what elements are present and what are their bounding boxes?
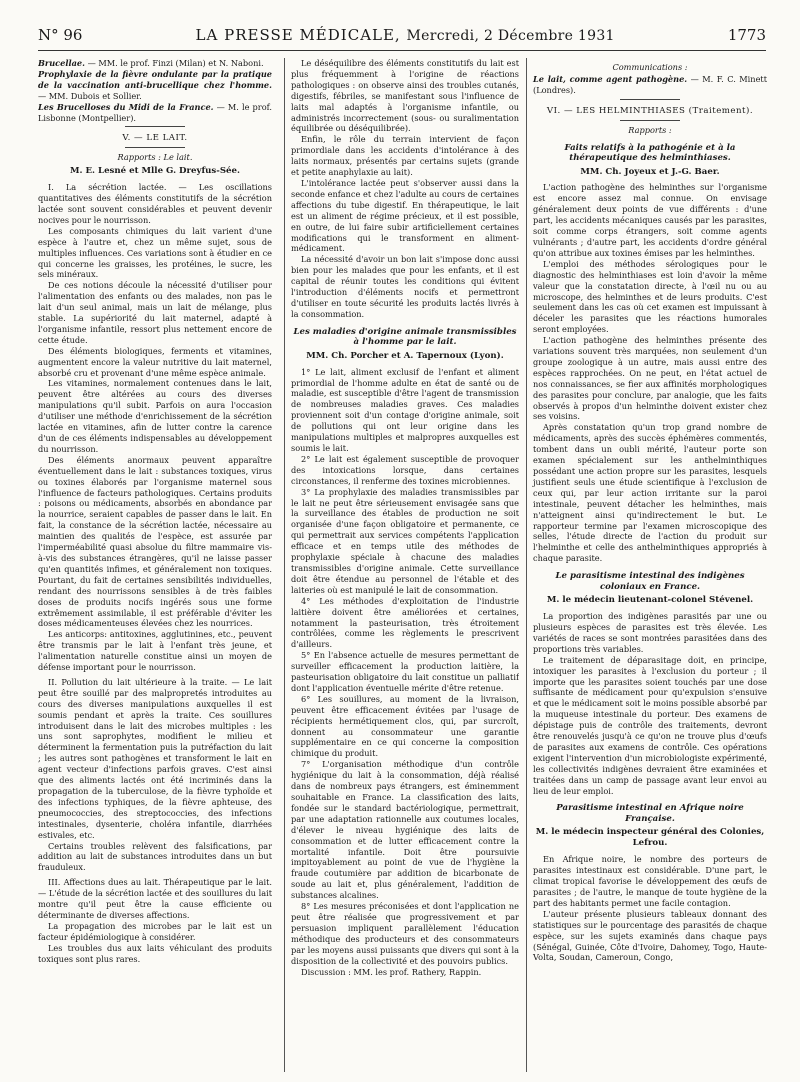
entry-title: Brucellae.: [38, 58, 85, 68]
paragraph: La proportion des indigènes parasités par une ou plusieurs espèces de parasites est très élevée. Les variétés de races se sont montrées parasitées dans des proportions très variables.: [533, 611, 767, 654]
paragraph: La nécessité d'avoir un bon lait s'impose donc aussi bien pour les malades que pour les enfants, et il est capital de réunir toutes les conditions qui évitent l'introduction d'éléments nocifs et permettront d'utiliser en toute sécurité les produits lactés livrés à la consommation.: [291, 254, 519, 319]
rapports-heading: Rapports : Le lait.: [117, 152, 193, 163]
section-title: Le parasitisme intestinal des indigènes coloniaux en France.: [555, 571, 745, 592]
column-1: [38, 58, 272, 1072]
section-heading: V. — LE LAIT.: [122, 133, 188, 144]
section-title: Faits relatifs à la pathogénie et à la thérapeutique des helminthiases.: [564, 142, 736, 164]
section-title: Les maladies d'origine animale transmissibles à l'homme par le lait.: [293, 326, 517, 348]
paragraph: I. La sécrétion lactée. — Les oscillations quantitatives des éléments constitutifs de la sécrétion lactée sont souvent considérables et peuvent devenir nocives pour le nourrisson.: [38, 182, 272, 225]
divider: [620, 99, 680, 100]
entry-brucelloses-midi: [38, 102, 272, 124]
divider: [125, 126, 185, 127]
paragraph: 3° La prophylaxie des maladies transmissibles par le lait ne peut être sérieusement envisagée sans que la surveillance des étables de production ne soit organisée d'une façon obligatoire et permanente, ce qui permettrait aux services compétents l'application efficace et en temps utile des méthodes de prophylaxie spéciale à chacune des maladies transmissibles d'origine animale. Cette surveillance doit être étendue au personnel de l'étable et des laiteries où est manipulé le lait de consommation.: [291, 486, 519, 595]
paragraph: 5° En l'absence actuelle de mesures permettant de surveiller efficacement la production laitière, la pasteurisation obligatoire du lait constitue un palliatif dont l'application éventuelle mérite d'être retenue.: [291, 650, 519, 693]
paragraph: III. Affections dues au lait. Thérapeutique par le lait. — L'étude de la sécrétion lactée et des souillures du lait montre qu'il peut être la cause efficiente ou déterminante de diverses affections.: [38, 877, 272, 920]
journal-title: [196, 26, 615, 44]
paragraph: Des éléments anormaux peuvent apparaître éventuellement dans le lait : substances toxiques, virus ou toxines élaborés par l'organisme maternel sous l'influence de facteurs pathologiques. Certains produits : poisons ou médicaments, absorbés en abondance par la nourrice, seraient capables de passer dans le lait. En fait, la constance de la sécrétion lactée, nécessaire au maintien des qualités de l'espèce, est assurée par l'imperméabilité quasi absolue du filtre mammaire vis-à-vis des substances étrangères, qu'il ne laisse passer qu'en quantités infimes, et généralement non toxiques. Pourtant, du fait de certaines sensibilités individuelles, rendant des nourrissons sensibles à de très faibles doses de produits nocifs ingérés sous une forme extrêmement assimilable, il est préférable d'éviter les doses médicamenteuses élevées chez les nourrices.: [38, 454, 272, 629]
authors-line: [38, 166, 272, 177]
paragraph: De ces notions découle la nécessité d'utiliser pour l'alimentation des enfants ou des malades, non pas le lait d'un seul animal, mais un lait de mélange, plus stable. La supériorité du lait maternel, adapté à l'organisme infantile, ressort plus nettement encore de cette étude.: [38, 280, 272, 345]
paragraph: II. Pollution du lait ultérieure à la traite. — Le lait peut être souillé par des malpropretés introduites au cours des diverses manipulations auxquelles il est soumis pendant et après la traite. Ces souillures introduisent dans le lait des microbes multiples : les uns sont saprophytes, modifient le milieu et déterminent la fermentation puis la putréfaction du lait ; les autres sont pathogènes et transforment le lait en agent vecteur d'infections parfois graves. C'est ainsi que des aliments lactés ont été incriminés dans la propagation de la tuberculose, de la fièvre typhoïde et des infections typhiques, de la fièvre aphteuse, des pneumococcies, des streptococcies, des infections intestinales, dysenterie, choléra infantile, diarrhées estivales, etc.: [38, 676, 272, 840]
entry-brucellae: [38, 58, 272, 69]
paragraph: L'auteur présente plusieurs tableaux donnant des statistiques sur le pourcentage des parasités de chaque espèce, sur les sujets examinés dans chaque pays (Sénégal, Guinée, Côte d'Ivoire, Dahomey, Togo, Haute-Volta, Soudan, Cameroun, Congo,: [533, 908, 767, 963]
rapports-heading: Rapports :: [628, 124, 672, 135]
paragraph: Les vitamines, normalement contenues dans le lait, peuvent être altérées au cours des diverses manipulations qu'il subit. Parfois on aura l'occasion d'utiliser une méthode d'enrichissement de la sécrétion lactée en vitamines, afin de lutter contre la carence d'un de ces éléments indispensables au développement du nourrisson.: [38, 378, 272, 454]
paragraph: L'action pathogène des helminthes sur l'organisme est encore assez mal connue. On envisage généralement deux points de vue différents : d'une part, les accidents mécaniques causés par les parasites, soit comme corps étrangers, soit comme agents vulnérants ; d'autre part, les accidents d'ordre général qu'on attribue aux toxines émises par les helminthes.: [533, 182, 767, 258]
authors-line: [533, 595, 767, 606]
authors-names: M. le médecin inspecteur général des Colonies, Lefrou.: [535, 827, 765, 849]
paragraph: 1° Le lait, aliment exclusif de l'enfant et aliment primordial de l'homme adulte en état de santé ou de maladie, est susceptible d'être l'agent de transmission de nombreuses maladies graves. Ces maladies proviennent soit d'un contage d'origine animale, soit de pollutions qui ont leur origine dans les manipulations multiples et malpropres auxquelles est soumis le lait.: [291, 366, 519, 453]
paragraph: Enfin, le rôle du terrain intervient de façon primordiale dans les accidents d'intolérance à des laits normaux, présentés par certains sujets (grande et petite anaphylaxie au lait).: [291, 134, 519, 178]
entry-title: Prophylaxie de la fièvre ondulante par la pratique de la vaccination anti-brucellique chez l'homme.: [38, 68, 272, 90]
page-header: [38, 26, 766, 51]
paragraph: Les composants chimiques du lait varient d'une espèce à l'autre et, chez un même sujet, sous de multiples influences. Ces variations sont à étudier en ce qui concerne les graisses, les protéines, le sucre, les sels minéraux.: [38, 225, 272, 280]
authors-names: MM. Ch. Joyeux et J.-G. Baer.: [580, 166, 720, 177]
issue-number: N° 96: [38, 26, 83, 44]
paragraph: La propagation des microbes par le lait est un facteur épidémiologique à considérer.: [38, 920, 272, 942]
paragraph: 8° Les mesures préconisées et dont l'application ne peut être réalisée que progressivement et par persuasion impliquent parallèlement l'éducation méthodique des producteurs et des consommateurs par les moyens aussi puissants que divers qui sont à la disposition de la collectivité et des pouvoirs publics.: [291, 901, 519, 966]
divider: [125, 147, 185, 148]
communications-heading: Communications :: [612, 62, 688, 72]
paragraph: Le traitement de déparasitage doit, en principe, intoxiquer les parasites à l'exclusion du porteur ; il importe que les parasites soient touchés par une dose suffisante de médicament pour qu'expulsion s'ensuive et que le médicament soit le moins possible absorbé par la muqueuse intestinale du porteur. Des examens de dépistage puis de contrôle des traitements, devront être renouvelés jusqu'à ce qu'on ne trouve plus d'œufs de parasites aux examens de contrôle. Ces opérations exigent l'intervention d'un microbiologiste expérimenté, les collectivités indigènes devraient être examinées et traitées dans un camp de passage avant leur envoi au lieu de leur emploi.: [533, 654, 767, 796]
paragraph: En Afrique noire, le nombre des porteurs de parasites intestinaux est considérable. D'une part, le climat tropical favorise le développement des œufs de parasites ; de l'autre, le manque de toute hygiène de la part des habitants permet une facile contagion.: [533, 854, 767, 908]
discussion: Discussion : MM. les prof. Rathery, Rappin.: [301, 966, 482, 977]
paragraph: Les anticorps: antitoxines, agglutinines, etc., peuvent être transmis par le lait à l'enfant très jeune, et l'alimentation naturelle constitue ainsi un moyen de défense important pour le nourrisson.: [38, 629, 272, 673]
paragraph: Après constatation qu'un trop grand nombre de médicaments, après des succès éphémères commentés, tombent dans un oubli mérité, l'auteur porte son examen spécialement sur les anthelminthiques possédant une action propre sur les parasites, lesquels justifient seuls une étude scientifique à l'exclusion de ceux qui, par leur action irritante sur la paroi intestinale, peuvent détacher les helminthes, mais n'atteignent ainsi qu'indirectement le but. Le rapporteur termine par l'examen microscopique des selles, l'étude directe de l'action du produit sur l'helminthe et celle des anthelminthiques appropriés à chaque parasite.: [533, 422, 767, 564]
entry-title: Les Brucelloses du Midi de la France.: [38, 101, 214, 112]
page-number: 1773: [727, 26, 766, 44]
entry-title: Le lait, comme agent pathogène.: [533, 73, 688, 84]
entry-authors: — M. le prof. Lisbonne (Montpellier).: [38, 101, 272, 123]
paragraph: Le déséquilibre des éléments constitutifs du lait est plus fréquemment à l'origine de réactions pathologiques : on observe ainsi des troubles cutanés, digestifs, fébriles, se manifestant sous l'influence de laits mal adaptés à l'organisme infantile, ou administrés incorrectement (sous- ou suralimentation équilibrée ou déséquilibrée).: [291, 58, 519, 134]
column-2: [284, 58, 519, 1072]
entry-authors: — M. F. C. Minett (Londres).: [533, 73, 767, 95]
authors-line: [533, 167, 767, 178]
paragraph: Certains troubles relèvent des falsifications, par addition au lait de substances introduites dans un but frauduleux.: [38, 840, 272, 873]
authors-names: M. le médecin lieutenant-colonel Stévenel.: [546, 595, 754, 606]
authors-line: [291, 351, 519, 362]
column-3: [526, 58, 767, 1072]
entry-authors: — MM. Dubois et Sollier.: [38, 90, 142, 101]
paragraph: 7° L'organisation méthodique d'un contrôle hygiénique du lait à la consommation, déjà réalisé dans de nombreux pays étrangers, est éminemment souhaitable en France. La classification des laits, fondée sur le standard bactériologique, permettrait, par une adaptation rationnelle aux coutumes locales, d'élever le niveau hygiénique des laits de consommation et de lutter efficacement contre la mortalité infantile. Doit être poursuivie impitoyablement au point de vue de l'hygiène la fraude coutumière par addition de bicarbonate de soude au lait et, plus généralement, l'addition de substances alcalines.: [291, 759, 519, 901]
divider: [620, 120, 680, 121]
paragraph: 6° Les souillures, au moment de la livraison, peuvent être efficacement évitées par l'usage de récipients hermétiquement clos, qui, par surcroît, donnent au consommateur une garantie supplémentaire en ce qui concerne la composition chimique du produit.: [291, 693, 519, 759]
issue-date: Mercredi, 2 Décembre 1931: [406, 28, 615, 44]
authors-names: M. E. Lesné et Mlle G. Dreyfus-Sée.: [70, 166, 240, 177]
section-title: Parasitisme intestinal en Afrique noire Française.: [556, 803, 744, 824]
entry-lait-pathogene: [533, 74, 767, 96]
authors-line: [533, 827, 767, 849]
paragraph: 4° Les méthodes d'exploitation de l'industrie laitière doivent être améliorées et certaines, notamment la pasteurisation, très étroitement contrôlées, comme les règlements le prescrivent d'ailleurs.: [291, 595, 519, 650]
section-heading: VI. — LES HELMINTHIASES (Traitement).: [546, 105, 754, 116]
paragraph: L'emploi des méthodes sérologiques pour le diagnostic des helminthiases est loin d'avoir la même valeur que la constatation directe, à l'œil nu ou au microscope, des helminthes et de leurs produits. C'est seulement dans les cas où cet examen est impuissant à déceler les parasites que les réactions humorales seront employées.: [533, 258, 767, 335]
paragraph: 2° Le lait est également susceptible de provoquer des intoxications lorsque, dans certaines circonstances, il renferme des toxines microbiennes.: [291, 453, 519, 486]
paragraph: L'action pathogène des helminthes présente des variations souvent très marquées, non seulement d'un groupe zoologique à un autre, mais aussi entre des espèces rapprochées. On ne peut, en l'état actuel de nos connaissances, se fier aux affinités morphologiques des parasites pour conclure, par analogie, que les faits observés à propos d'un helminthe doivent exister chez ses voisins.: [533, 335, 767, 422]
journal-name: LA PRESSE MÉDICALE,: [195, 26, 401, 44]
authors-names: MM. Ch. Porcher et A. Tapernoux (Lyon).: [306, 350, 504, 361]
entry-authors: — MM. le prof. Finzi (Milan) et N. Naboni.: [84, 58, 264, 68]
entry-prophylaxie: [38, 69, 272, 102]
paragraph: L'intolérance lactée peut s'observer aussi dans la seconde enfance et chez l'adulte au cours de certaines affections du tube digestif. En thérapeutique, le lait est un aliment de régime précieux, et il est possible, en outre, de lui faire subir artificiellement certaines modifications qui le transforment en aliment-médicament.: [291, 177, 519, 254]
paragraph: Les troubles dus aux laits véhiculant des produits toxiques sont plus rares.: [38, 942, 272, 964]
paragraph: Des éléments biologiques, ferments et vitamines, augmentent encore la valeur nutritive du lait maternel, absorbé cru et provenant d'une même espèce animale.: [38, 345, 272, 378]
